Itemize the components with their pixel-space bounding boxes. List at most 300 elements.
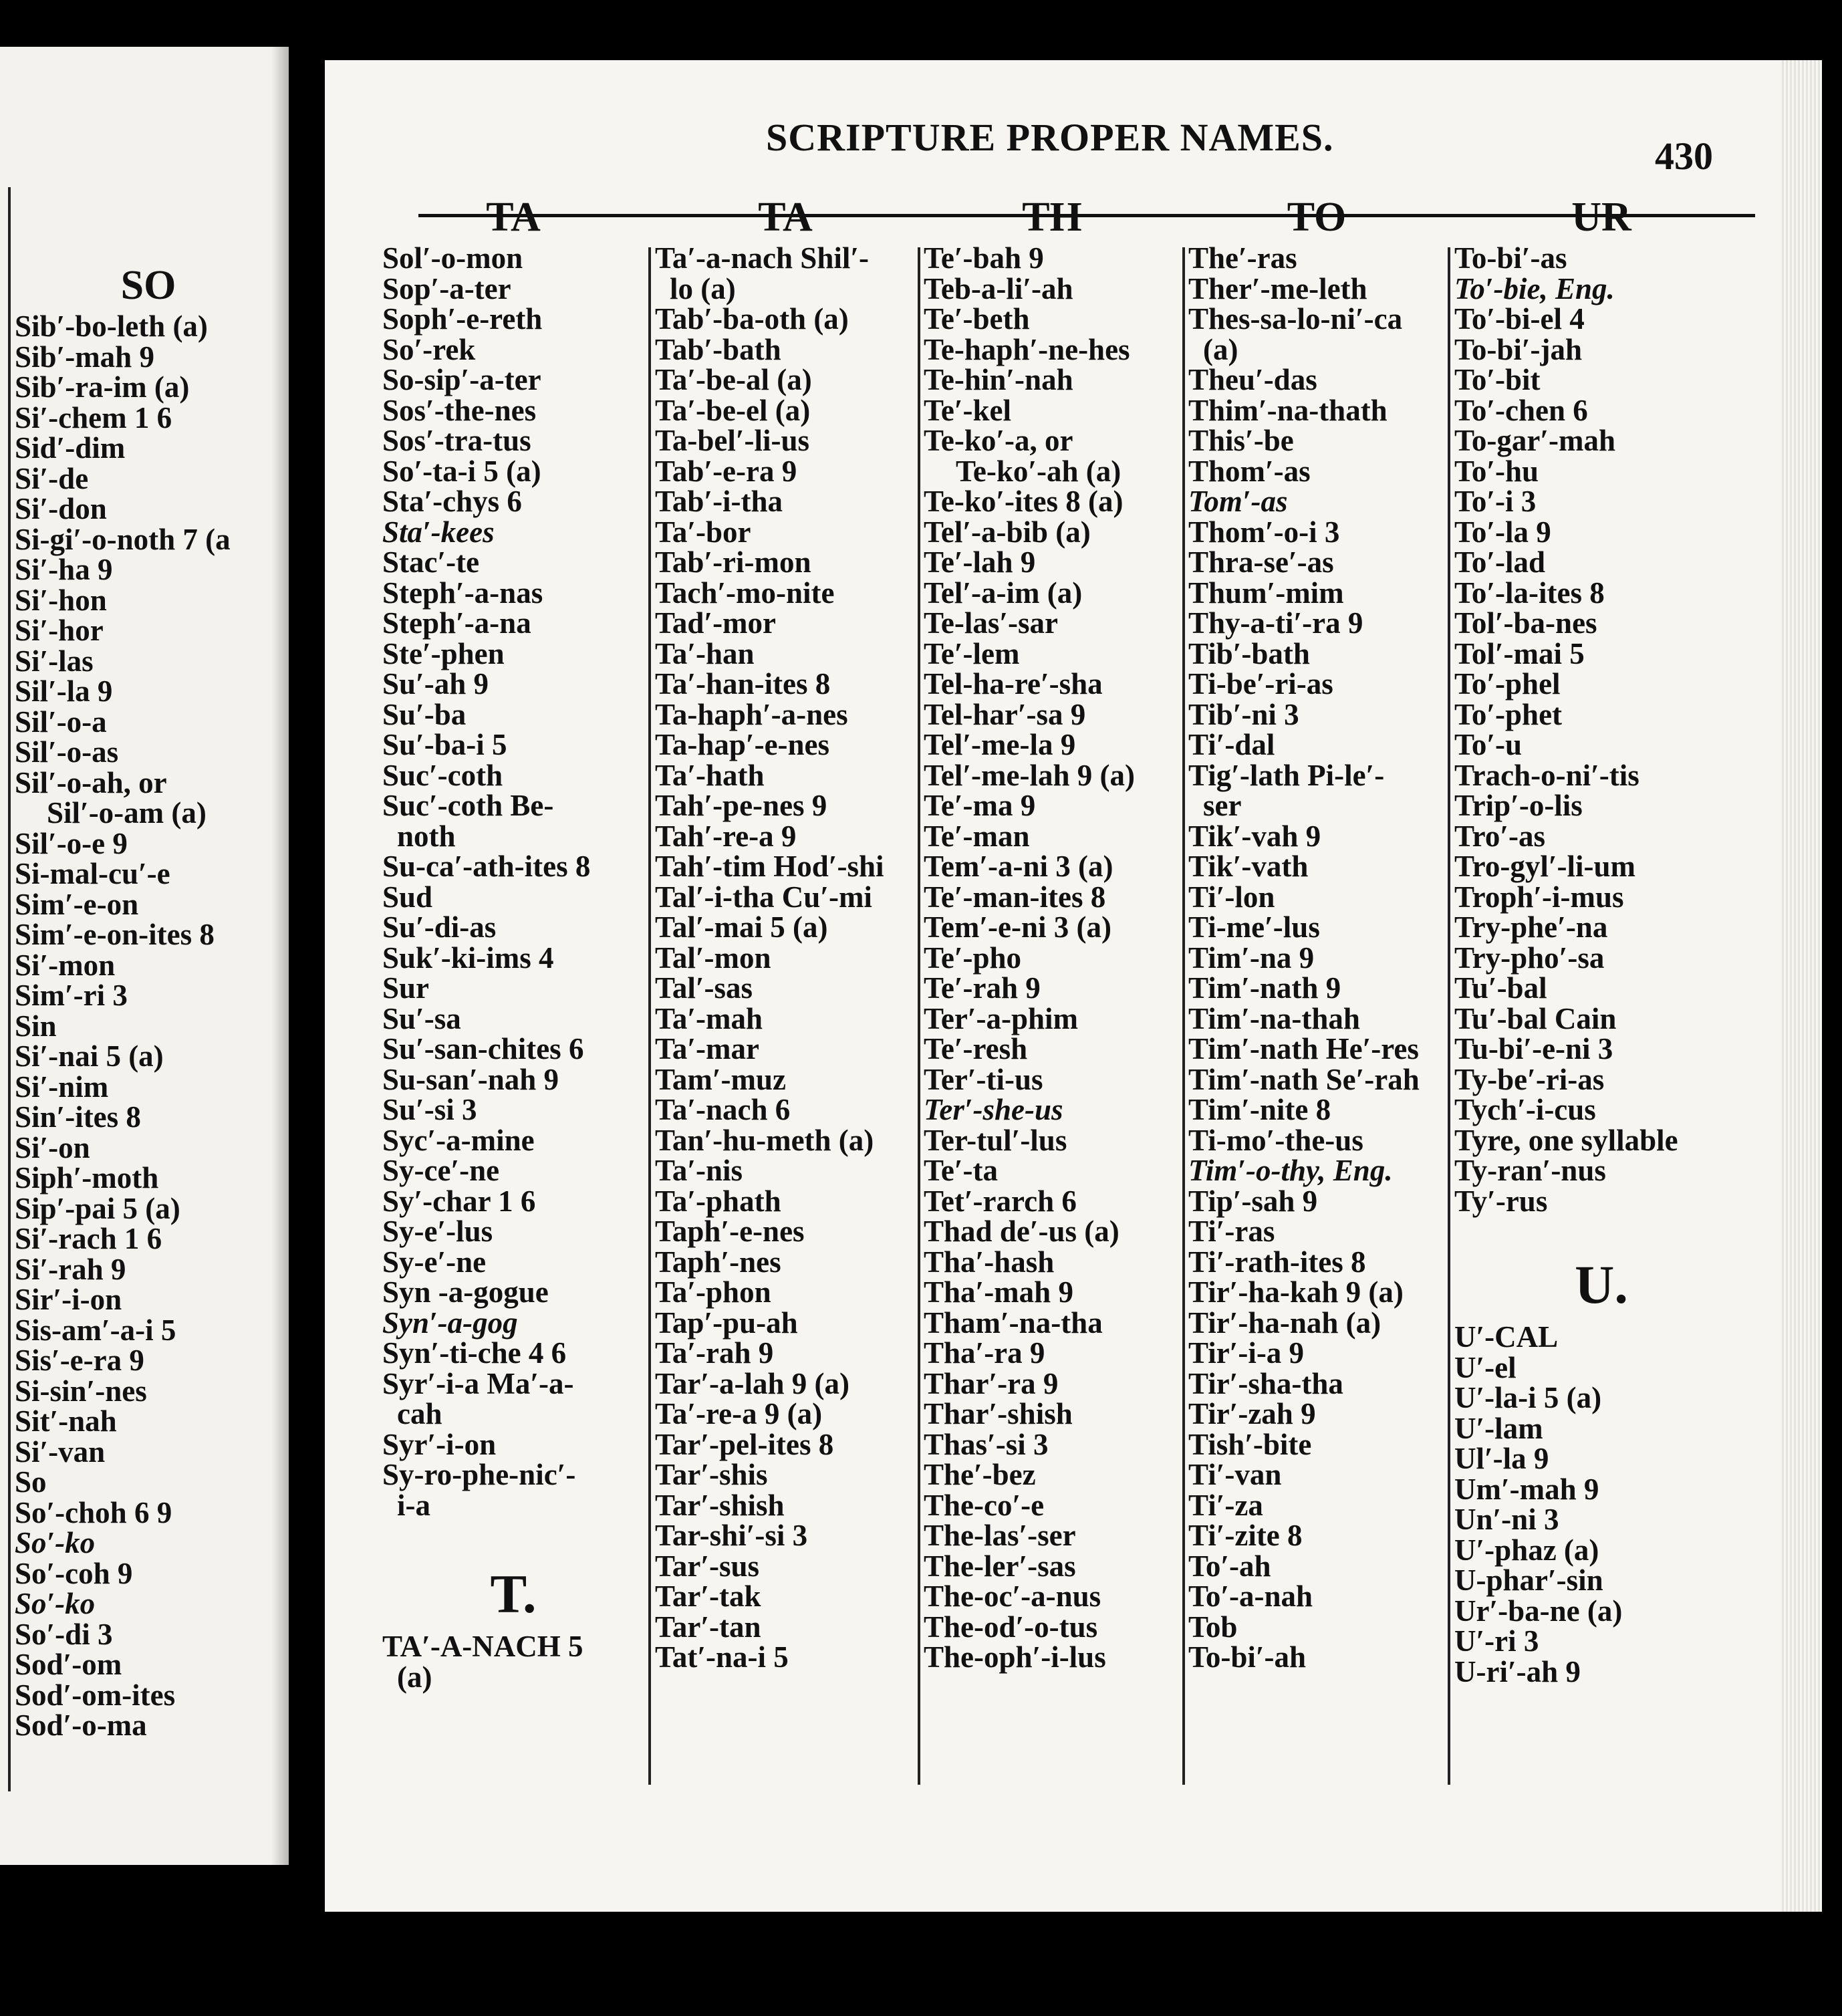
entry: Syr′-i-a Ma′-a- (382, 1366, 574, 1400)
entry: U′-el (1454, 1350, 1517, 1384)
entry: So′-ta-i 5 (a) (382, 454, 541, 488)
entry: Te′-bah 9 (924, 241, 1044, 275)
entry: Tyre, one syllable (1454, 1123, 1678, 1157)
entry: Sta′-chys 6 (382, 485, 522, 518)
entry: To-bi′-jah (1454, 332, 1583, 366)
entry: Te′-rah 9 (924, 971, 1041, 1005)
entry: Te′-man (924, 819, 1030, 853)
section-entry-list (382, 1632, 644, 1692)
entry: Ty′-rus (1454, 1184, 1548, 1218)
entry: Tem′-e-ni 3 (a) (924, 910, 1111, 944)
column-heading: SO (120, 263, 176, 308)
entry: Sol′-o-mon (382, 241, 523, 275)
page-edge (1782, 60, 1822, 1912)
entry: To′-lad (1454, 545, 1546, 579)
entry: Tik′-vah 9 (1188, 819, 1321, 853)
entry: Su′-ba (382, 697, 467, 731)
entry: Sin (15, 1009, 57, 1043)
entry: To′-bi-el 4 (1454, 302, 1585, 336)
entry: Ti′-zite 8 (1188, 1519, 1303, 1552)
entry: Tab′-i-tha (655, 485, 783, 518)
entry: Te′-ma 9 (924, 789, 1036, 822)
entry: Tel′-a-bib (a) (924, 515, 1091, 549)
entry: Si′-ha 9 (15, 553, 113, 586)
entry: Tha′-hash (924, 1245, 1055, 1279)
entry: Sim′-ri 3 (15, 979, 128, 1012)
entry: TA′-A-NACH 5 (382, 1630, 583, 1663)
entry: Tal′-mai 5 (a) (655, 910, 828, 944)
entry: Thas′-si 3 (924, 1427, 1049, 1461)
entry: Sop′-a-ter (382, 271, 511, 305)
entry: Stac′-te (382, 545, 480, 579)
entry: Sil′-o-a (15, 705, 107, 739)
entry: Tem′-a-ni 3 (a) (924, 850, 1113, 883)
entry: Syc′-a-mine (382, 1123, 535, 1157)
entry: Sim′-e-on (15, 887, 139, 921)
entry: Tar′-shish (655, 1488, 785, 1522)
entry: Ta′-rah 9 (655, 1336, 774, 1370)
entry: Sy-e′-lus (382, 1215, 493, 1248)
entry: Ti′-van (1188, 1458, 1282, 1491)
entry: To′-i 3 (1454, 485, 1537, 518)
entry: Si′-hor (15, 614, 104, 647)
entry: Si′-rah 9 (15, 1252, 126, 1286)
entry: lo (a) (670, 271, 736, 305)
entry: Te-ko′-a, or (924, 424, 1073, 457)
entry: Te′-resh (924, 1032, 1028, 1065)
entry: Thar′-ra 9 (924, 1366, 1059, 1400)
entry: Sta′-kees (382, 515, 495, 549)
entry: To′-la 9 (1454, 515, 1551, 549)
entry: Taph′-nes (655, 1245, 781, 1279)
entry: Si-gi′-o-noth 7 (a (15, 522, 231, 556)
entry: Sy-e′-ne (382, 1245, 487, 1279)
entry: Tar′-tan (655, 1610, 761, 1644)
running-title: SCRIPTURE PROPER NAMES. (766, 116, 1334, 159)
entry: Thom′-o-i 3 (1188, 515, 1340, 549)
entry: U′-lam (1454, 1411, 1543, 1445)
entry: Tro′-as (1454, 819, 1545, 853)
entry: Tir′-i-a 9 (1188, 1336, 1305, 1370)
entry: Tib′-ni 3 (1188, 697, 1299, 731)
entry: So′-rek (382, 332, 476, 366)
entry: To′-bit (1454, 363, 1541, 396)
entry: Sil′-o-e 9 (15, 826, 128, 860)
entry: Tal′-mon (655, 940, 771, 975)
entry: To′-phet (1454, 697, 1563, 731)
entry: This′-be (1188, 424, 1294, 457)
entry: Si′-nim (15, 1069, 109, 1104)
entry: U-phar′-sin (1454, 1563, 1603, 1597)
entry: Ste′-phen (382, 636, 505, 670)
entry: Steph′-a-na (382, 606, 531, 640)
entry: Thy-a-ti′-ra 9 (1188, 606, 1363, 640)
column-4 (1188, 191, 1445, 1673)
entry: The′-bez (924, 1458, 1036, 1491)
entry: Tych′-i-cus (1454, 1093, 1596, 1126)
entry: ser (1203, 789, 1242, 822)
entry: Si′-nai 5 (a) (15, 1039, 164, 1073)
entry: Ta′-han (655, 636, 755, 670)
entry: Thom′-as (1188, 454, 1311, 488)
entry: Ty-be′-ri-as (1454, 1062, 1605, 1096)
entry: Su-san′-nah 9 (382, 1062, 559, 1096)
entry: Tha′-mah 9 (924, 1275, 1073, 1309)
entry: Thes-sa-lo-ni′-ca (1188, 302, 1403, 336)
entry: Sit′-nah (15, 1404, 117, 1438)
entry: Ti′-ras (1188, 1215, 1275, 1248)
column-1 (382, 191, 644, 1692)
entry: To′-u (1454, 728, 1523, 761)
entry: Ta′-han-ites 8 (655, 667, 831, 701)
entry: Si′-don (15, 492, 107, 525)
entry: Syn -a-gogue (382, 1275, 549, 1309)
entry: So′-ko (15, 1526, 96, 1559)
entry: Te′-kel (924, 393, 1012, 427)
entry: U-ri′-ah 9 (1454, 1654, 1581, 1688)
entry: Sy′-char 1 6 (382, 1184, 536, 1218)
entry: Sip′-pai 5 (a) (15, 1191, 180, 1225)
left-page (0, 47, 289, 1865)
entry: Tel′-me-la 9 (924, 728, 1076, 761)
entry: Tal′-sas (655, 971, 753, 1005)
entry-list (1454, 243, 1748, 1217)
entry: Tel′-me-lah 9 (a) (924, 758, 1135, 792)
entry: Si′-chem 1 6 (15, 400, 172, 434)
entry: Tet′-rarch 6 (924, 1184, 1077, 1218)
entry: Ther′-me-leth (1188, 271, 1367, 305)
entry: Steph′-a-nas (382, 576, 543, 610)
entry: Te′-lem (924, 636, 1020, 670)
page-number: 430 (1655, 134, 1713, 178)
entry: Tish′-bite (1188, 1427, 1312, 1461)
entry: Ter′-ti-us (924, 1062, 1043, 1096)
entry: Try-phe′-na (1454, 910, 1608, 944)
entry: Ul′-la 9 (1454, 1442, 1549, 1475)
entry: U′-CAL (1454, 1320, 1559, 1354)
entry: Ta′-phon (655, 1275, 771, 1309)
entry: Sil′-o-ah, or (15, 765, 167, 799)
entry: Tol′-mai 5 (1454, 636, 1585, 670)
entry: Syn′-a-gog (382, 1305, 518, 1340)
entry: Si-sin′-nes (15, 1374, 147, 1408)
entry: Te-ko′-ah (a) (956, 454, 1122, 488)
entry: Si′-on (15, 1130, 90, 1164)
entry: So′-di 3 (15, 1617, 113, 1651)
entry: Tob (1188, 1610, 1238, 1644)
entry: Te-hin′-nah (924, 363, 1073, 396)
entry: Tar′-a-lah 9 (a) (655, 1366, 849, 1400)
entry: Tel-ha-re′-sha (924, 667, 1103, 701)
entry: Tir′-zah 9 (1188, 1397, 1316, 1430)
right-page (325, 60, 1822, 1912)
column-rule (1448, 247, 1450, 1785)
entry: Ta-haph′-a-nes (655, 697, 848, 731)
entry: Si′-rach 1 6 (15, 1222, 162, 1255)
entry: Ta′-mar (655, 1032, 759, 1065)
entry: The-od′-o-tus (924, 1610, 1098, 1644)
entry: Tar′-pel-ites 8 (655, 1427, 834, 1461)
entry: So-sip′-a-ter (382, 363, 541, 396)
entry: Si′-las (15, 644, 94, 678)
column-2 (655, 191, 916, 1673)
entry: Trip′-o-lis (1454, 789, 1583, 822)
entry: So′-coh 9 (15, 1556, 133, 1590)
column-heading: TO (1287, 195, 1347, 240)
entry: Um′-mah 9 (1454, 1472, 1599, 1506)
entry: Tar-shi′-si 3 (655, 1519, 808, 1552)
entry: To′-hu (1454, 454, 1539, 488)
entry: Sur (382, 971, 430, 1005)
entry: Su′-di-as (382, 910, 497, 944)
entry: Sis-am′-a-i 5 (15, 1313, 176, 1347)
entry: So′-ko (15, 1587, 96, 1620)
entry: Tim′-na-thah (1188, 1001, 1360, 1035)
entry: Tel-har′-sa 9 (924, 697, 1086, 731)
entry: Tach′-mo-nite (655, 576, 835, 610)
entry: Suc′-coth (382, 758, 503, 792)
entry: So (15, 1465, 47, 1499)
entry: Si′-mon (15, 948, 116, 982)
entry: Si′-hon (15, 583, 107, 617)
entry: Ta′-re-a 9 (a) (655, 1397, 823, 1430)
entry: Sos′-the-nes (382, 393, 537, 427)
entry: Tim′-o-thy, Eng. (1188, 1154, 1393, 1187)
entry: Tham′-na-tha (924, 1305, 1103, 1340)
entry: Tan′-hu-meth (a) (655, 1123, 874, 1157)
entry: Tam′-muz (655, 1062, 786, 1096)
entry: Ta′-hath (655, 758, 765, 792)
entry: Su′-sa (382, 1001, 461, 1035)
entry: Suk′-ki-ims 4 (382, 940, 554, 975)
entry: Taph′-e-nes (655, 1215, 805, 1248)
entry: Si-mal-cu′-e (15, 857, 170, 890)
entry: Sud (382, 880, 433, 914)
entry: Ta-hap′-e-nes (655, 728, 830, 761)
column-5 (1454, 191, 1748, 1687)
entry: Su-ca′-ath-ites 8 (382, 850, 591, 883)
entry: Su′-ah 9 (382, 667, 489, 701)
entry: To′-ah (1188, 1549, 1271, 1583)
column-rule (918, 247, 920, 1785)
entry: Sil′-o-as (15, 735, 119, 769)
entry: Su′-san-chites 6 (382, 1032, 584, 1065)
entry-list (15, 311, 282, 1741)
entry: (a) (1203, 332, 1238, 366)
entry: Thad de′-us (a) (924, 1215, 1120, 1248)
entry: U′-la-i 5 (a) (1454, 1381, 1602, 1414)
entry: Te′-lah 9 (924, 545, 1036, 579)
entry: Tal′-i-tha Cu′-mi (655, 880, 872, 914)
entry: The-co′-e (924, 1488, 1045, 1522)
entry: To′-a-nah (1188, 1580, 1313, 1613)
entry: So′-choh 6 9 (15, 1495, 172, 1529)
entry: Ta′-nis (655, 1154, 743, 1187)
entry: Tir′-ha-kah 9 (a) (1188, 1275, 1404, 1309)
entry: Tro-gyl′-li-um (1454, 850, 1635, 883)
entry: Ta′-be-el (a) (655, 393, 811, 427)
entry: Sid′-dim (15, 431, 126, 465)
entry: Sy-ce′-ne (382, 1154, 500, 1187)
entry: Tap′-pu-ah (655, 1305, 798, 1340)
entry: Tol′-ba-nes (1454, 606, 1597, 640)
entry: To-bi′-as (1454, 241, 1567, 275)
section-heading: U. (1575, 1254, 1628, 1315)
entry: Te′-ta (924, 1154, 998, 1187)
entry: Tat′-na-i 5 (655, 1640, 789, 1674)
entry: Si′-de (15, 461, 89, 495)
entry: Trach-o-ni′-tis (1454, 758, 1639, 792)
entry-list (655, 243, 916, 1673)
column-heading: UR (1571, 195, 1631, 240)
entry: To′-la-ites 8 (1454, 576, 1605, 610)
entry: Sib′-mah 9 (15, 340, 154, 374)
entry-list (382, 243, 644, 1521)
entry: Su′-si 3 (382, 1093, 477, 1126)
entry: Sib′-ra-im (a) (15, 370, 190, 404)
column-rule (8, 187, 11, 1791)
entry: Tab′-ba-oth (a) (655, 302, 849, 336)
entry: Teb-a-li′-ah (924, 271, 1073, 305)
entry: Tah′-re-a 9 (655, 819, 797, 853)
entry: U′-ri 3 (1454, 1624, 1539, 1658)
entry: Te′-beth (924, 302, 1030, 336)
entry: Tim′-na 9 (1188, 940, 1315, 975)
entry: Tim′-nath Se′-rah (1188, 1062, 1420, 1096)
entry: Sib′-bo-leth (a) (15, 309, 208, 343)
entry: To′-phel (1454, 667, 1561, 701)
entry-list (924, 243, 1180, 1673)
entry: Ti′-za (1188, 1488, 1263, 1522)
entry: Siph′-moth (15, 1161, 159, 1194)
entry: Sod′-o-ma (15, 1709, 147, 1742)
entry: The-oc′-a-nus (924, 1580, 1101, 1613)
entry: Tir′-sha-tha (1188, 1366, 1343, 1400)
entry: Soph′-e-reth (382, 302, 543, 336)
entry: Te′-man-ites 8 (924, 880, 1106, 914)
entry: (a) (397, 1660, 432, 1694)
entry: Te-ko′-ites 8 (a) (924, 485, 1124, 518)
entry: Sy-ro-phe-nic′- (382, 1458, 576, 1491)
entry: Ti′-rath-ites 8 (1188, 1245, 1366, 1279)
entry: Tab′-e-ra 9 (655, 454, 797, 488)
entry: Su′-ba-i 5 (382, 728, 507, 761)
entry: Ter′-she-us (924, 1093, 1063, 1126)
entry: Ur′-ba-ne (a) (1454, 1594, 1623, 1628)
column-rule (648, 247, 651, 1785)
entry: Tir′-ha-nah (a) (1188, 1305, 1382, 1340)
entry-list (1188, 243, 1445, 1673)
entry: Ter′-a-phim (924, 1001, 1078, 1035)
entry: Sil′-la 9 (15, 674, 113, 708)
entry: Tab′-ri-mon (655, 545, 811, 579)
entry: Tu-bi′-e-ni 3 (1454, 1032, 1613, 1065)
entry: Try-pho′-sa (1454, 940, 1605, 975)
entry: Tar′-sus (655, 1549, 760, 1583)
entry: Sim′-e-on-ites 8 (15, 918, 215, 951)
entry: Troph′-i-mus (1454, 880, 1624, 914)
entry: Tim′-nite 8 (1188, 1093, 1331, 1126)
entry: cah (397, 1397, 442, 1430)
entry: Sos′-tra-tus (382, 424, 531, 457)
column-3 (924, 191, 1180, 1673)
entry: Ti-mo′-the-us (1188, 1123, 1363, 1157)
entry: Tu′-bal Cain (1454, 1001, 1617, 1035)
entry: Syr′-i-on (382, 1427, 497, 1461)
entry: To′-chen 6 (1454, 393, 1588, 427)
entry: Sod′-om (15, 1648, 122, 1681)
entry: To′-bie, Eng. (1454, 271, 1615, 305)
entry: Syn′-ti-che 4 6 (382, 1336, 567, 1370)
entry: Tim′-nath He′-res (1188, 1032, 1419, 1065)
entry: Tik′-vath (1188, 850, 1309, 883)
entry: Sis′-e-ra 9 (15, 1344, 144, 1377)
entry: Thra-se′-as (1188, 545, 1334, 579)
entry: U′-phaz (a) (1454, 1533, 1599, 1567)
entry: Tar′-shis (655, 1458, 768, 1491)
entry: Tah′-pe-nes 9 (655, 789, 827, 822)
entry: Tig′-lath Pi-le′- (1188, 758, 1385, 792)
entry: Tom′-as (1188, 485, 1288, 518)
entry: Ti-me′-lus (1188, 910, 1320, 944)
entry: Theu′-das (1188, 363, 1317, 396)
entry: Te′-pho (924, 940, 1022, 975)
entry: Tar′-tak (655, 1580, 761, 1613)
entry: Thum′-mim (1188, 576, 1344, 610)
entry: Sil′-o-am (a) (47, 796, 207, 830)
entry: i-a (397, 1488, 430, 1522)
entry: To-bi′-ah (1188, 1640, 1307, 1674)
entry: Tib′-bath (1188, 636, 1310, 670)
entry: Tha′-ra 9 (924, 1336, 1045, 1370)
column-heading: TH (1022, 195, 1082, 240)
entry: Sin′-ites 8 (15, 1100, 141, 1134)
entry: To-gar′-mah (1454, 424, 1615, 457)
entry: Te-haph′-ne-hes (924, 332, 1130, 366)
entry: Sod′-om-ites (15, 1678, 176, 1712)
entry: Ta′-bor (655, 515, 751, 549)
entry: Thar′-shish (924, 1397, 1073, 1430)
entry: Ta′-phath (655, 1184, 781, 1218)
entry: Tad′-mor (655, 606, 777, 640)
entry: noth (397, 819, 456, 853)
entry: Suc′-coth Be- (382, 789, 554, 822)
entry: Tah′-tim Hod′-shi (655, 850, 884, 883)
section-heading: T. (490, 1563, 537, 1624)
entry: The-las′-ser (924, 1519, 1076, 1552)
column-heading: TA (486, 195, 541, 240)
entry: Ta′-be-al (a) (655, 363, 812, 396)
entry: Si′-van (15, 1434, 106, 1469)
entry: Sir′-i-on (15, 1283, 122, 1316)
left-column (15, 259, 282, 1741)
entry: Ta-bel′-li-us (655, 424, 810, 457)
entry: Ti′-dal (1188, 728, 1275, 761)
column-heading: TA (758, 195, 813, 240)
entry: The-ler′-sas (924, 1549, 1076, 1583)
entry: Ty-ran′-nus (1454, 1154, 1606, 1187)
entry: Tel′-a-im (a) (924, 576, 1083, 610)
entry: Un′-ni 3 (1454, 1503, 1559, 1536)
entry: Tu′-bal (1454, 971, 1547, 1005)
entry: Te-las′-sar (924, 606, 1058, 640)
entry: Ti′-lon (1188, 880, 1275, 914)
entry: Ta′-a-nach Shil′- (655, 241, 869, 275)
entry: Ta′-nach 6 (655, 1093, 791, 1126)
entry: Ti-be′-ri-as (1188, 667, 1333, 701)
column-rule (1182, 247, 1185, 1785)
entry: Ta′-mah (655, 1001, 763, 1035)
